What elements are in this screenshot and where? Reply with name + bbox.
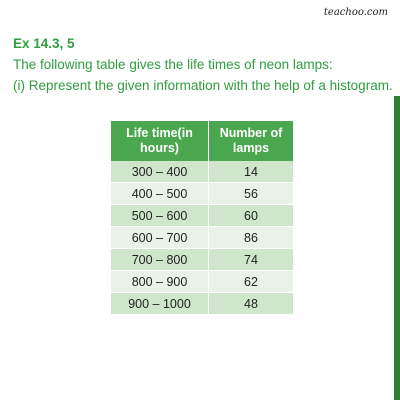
- life-time-cell: 300 – 400: [111, 161, 209, 183]
- table-row: [111, 271, 293, 293]
- life-time-cell: 800 – 900: [111, 271, 209, 293]
- life-time-cell: 600 – 700: [111, 227, 209, 249]
- lamps-count-cell: 60: [209, 205, 294, 227]
- lamps-count-cell: 86: [209, 227, 294, 249]
- table-row: [111, 227, 293, 249]
- life-time-cell: 500 – 600: [111, 205, 209, 227]
- question-line-2: (i) Represent the given information with the help of a histogram.: [13, 78, 393, 93]
- table-row: [111, 293, 293, 315]
- lamps-count-cell: 74: [209, 249, 294, 271]
- table-row: [111, 161, 293, 183]
- lamps-count-cell: 56: [209, 183, 294, 205]
- lamps-count-cell: 48: [209, 293, 294, 315]
- lamps-count-cell: 62: [209, 271, 294, 293]
- teachoo-logo: teachoo.com: [323, 7, 388, 18]
- table-row: [111, 249, 293, 271]
- table-row: [111, 183, 293, 205]
- life-time-cell: 400 – 500: [111, 183, 209, 205]
- exercise-title: Ex 14.3, 5: [13, 36, 75, 51]
- table-row: [111, 205, 293, 227]
- right-accent-bar: [394, 96, 400, 400]
- header-life-time: Life time(in hours): [111, 121, 209, 161]
- life-time-cell: 700 – 800: [111, 249, 209, 271]
- question-line-1: The following table gives the life times of neon lamps:: [13, 57, 333, 72]
- lamps-count-cell: 14: [209, 161, 294, 183]
- life-time-cell: 900 – 1000: [111, 293, 209, 315]
- lamps-table: [111, 121, 293, 315]
- table-header-row: [111, 121, 293, 161]
- header-number-of-lamps: Number of lamps: [209, 121, 294, 161]
